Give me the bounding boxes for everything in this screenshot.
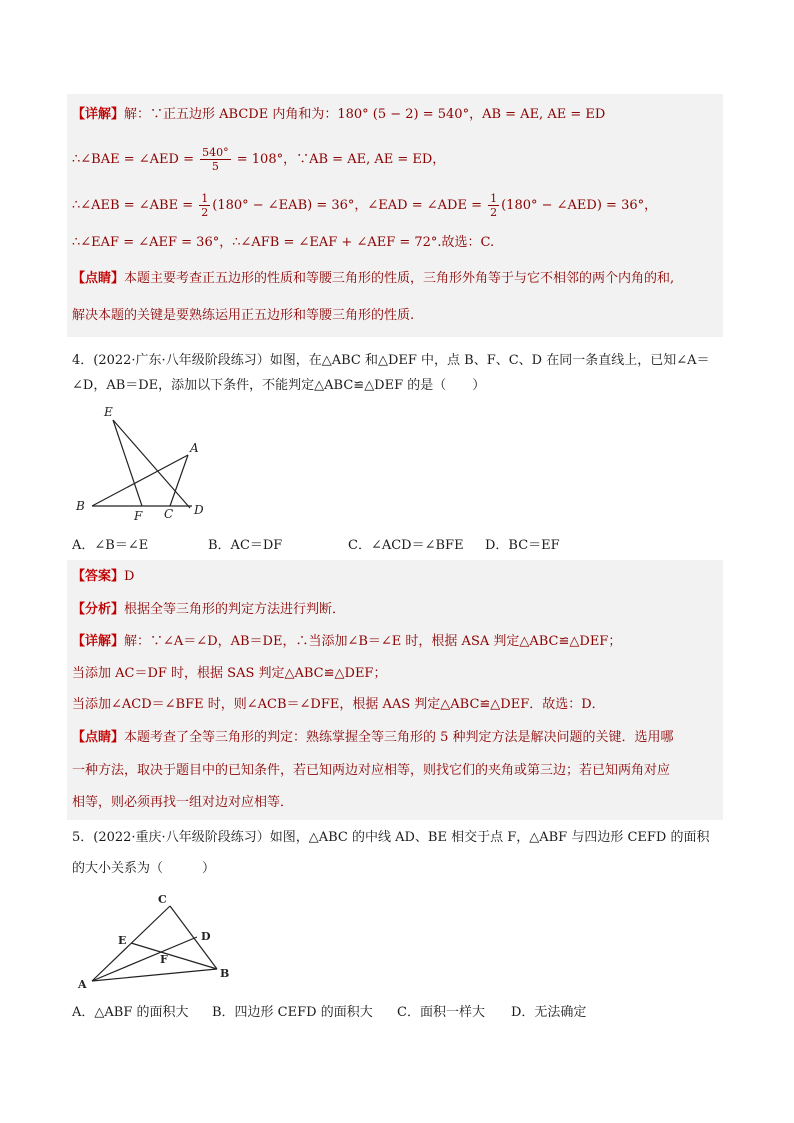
q4-option-c[interactable]: C．∠ACD＝∠BFE <box>348 538 464 553</box>
sol3-line-4 <box>72 234 494 252</box>
solution-block-q4 <box>67 560 723 820</box>
label-b: B <box>220 967 230 980</box>
q5-figure <box>72 893 242 993</box>
sol3-text: = 108°，∵AB = AE, AE = ED， <box>236 152 446 167</box>
sol3-text: 本题主要考查正五边形的性质和等腰三角形的性质，三角形外角等于与它不相邻的两个内角的和, <box>124 271 675 286</box>
tag-detail: 【详解】 <box>72 634 125 649</box>
sol3-text: 解决本题的关键是要熟练运用正五边形和等腰三角形的性质. <box>72 308 415 323</box>
sol3-text: ∴∠AEB = ∠ABE = <box>72 198 194 213</box>
fraction: $\frac{540^\circ}{5}$ <box>202 146 229 173</box>
tag-analysis: 【分析】 <box>72 602 125 617</box>
label-a: A <box>78 978 87 991</box>
sol4-analysis <box>72 601 345 619</box>
sol4-comment-2: 一种方法，取决于题目中的已知条件，若已知两边对应相等，则找它们的夹角或第三边；若已知两角对应 <box>72 763 671 778</box>
analysis-text: 根据全等三角形的判定方法进行判断． <box>124 602 346 617</box>
label-e: E <box>104 405 113 419</box>
q5-option-a[interactable]: A．△ABF 的面积大 <box>72 1005 189 1020</box>
sol3-text: ∴∠BAE = ∠AED = <box>72 152 194 167</box>
q4-figure <box>70 400 220 525</box>
q4-option-d[interactable]: D．BC＝EF <box>485 538 560 553</box>
sol4-answer <box>72 568 134 586</box>
tag-detail: 【详解】 <box>72 107 125 122</box>
q4-option-b[interactable]: B．AC＝DF <box>208 538 283 553</box>
tag-comment: 【点睛】 <box>72 730 125 745</box>
tag-comment: 【点睛】 <box>72 271 125 286</box>
comment-text: 本题考查了全等三角形的判定：熟练掌握全等三角形的 5 种判定方法是解决问题的关键．选用哪 <box>124 730 674 745</box>
label-c: C <box>164 507 174 521</box>
line-ed <box>113 420 190 508</box>
answer-value: D <box>124 569 135 584</box>
q4-stem-line-1: 4．(2022·广东·八年级阶段练习）如图，在△ABC 和△DEF 中，点 B、F、C、D 在同一条直线上，已知∠A＝ <box>72 353 710 368</box>
line-ab <box>92 969 217 981</box>
sol3-text: (180° − ∠EAB) = 36°，∠EAD = ∠ADE = <box>212 198 482 213</box>
sol4-comment-3: 相等，则必须再找一组对边对应相等． <box>72 795 294 810</box>
label-f: F <box>160 953 168 966</box>
q5-option-c[interactable]: C．面积一样大 <box>397 1005 485 1020</box>
tag-answer: 【答案】 <box>72 569 125 584</box>
line-ad <box>92 937 197 981</box>
sol4-detail-1 <box>72 633 621 651</box>
label-f: F <box>134 509 143 523</box>
label-e: E <box>118 934 127 947</box>
label-d: D <box>194 503 204 517</box>
sol3-text: ∴∠EAF = ∠AEF = 36°，∴∠AFB = ∠EAF + ∠AEF = 72°.故选：C. <box>72 235 495 250</box>
sol4-comment-1 <box>72 729 674 747</box>
q4-option-a[interactable]: A．∠B＝∠E <box>72 538 149 553</box>
label-b: B <box>76 499 85 513</box>
sol3-text: 解：∵正五边形 ABCDE 内角和为：180° (5 − 2) = 540°，AB = AE, AE = ED <box>124 107 606 122</box>
label-d: D <box>201 930 211 943</box>
sol3-line-2 <box>72 146 445 173</box>
label-a: A <box>190 441 199 455</box>
q4-stem-line-2: ∠D，AB＝DE，添加以下条件，不能判定△ABC≌△DEF 的是（ ） <box>72 378 486 393</box>
sol3-line-6 <box>72 307 414 325</box>
detail-text: 解：∵∠A＝∠D，AB＝DE，∴当添加∠B＝∠E 时，根据 ASA 判定△ABC≌△DEF； <box>124 634 622 649</box>
fraction: $\frac{1}{2}$ <box>201 192 209 219</box>
sol3-line-1 <box>72 106 605 124</box>
sol3-line-3 <box>72 192 657 219</box>
q5-stem-line-1: 5．(2022·重庆·八年级阶段练习）如图，△ABC 的中线 AD、BE 相交于点 F，△ABF 与四边形 CEFD 的面积 <box>72 830 710 845</box>
sol4-detail-3: 当添加∠ACD＝∠BFE 时，则∠ACB＝∠DFE，根据 AAS 判定△ABC≌△DEF．故选：D． <box>72 697 605 712</box>
sol4-detail-2: 当添加 AC＝DF 时，根据 SAS 判定△ABC≌△DEF； <box>72 666 387 681</box>
label-c: C <box>158 893 167 906</box>
sol3-line-5 <box>72 270 674 288</box>
sol3-text: (180° − ∠AED) = 36°， <box>501 198 658 213</box>
q5-option-d[interactable]: D．无法确定 <box>511 1005 587 1020</box>
fraction: $\frac{1}{2}$ <box>490 192 498 219</box>
q5-stem-line-2: 的大小关系为（ ） <box>72 861 216 876</box>
q5-option-b[interactable]: B．四边形 CEFD 的面积大 <box>212 1005 373 1020</box>
